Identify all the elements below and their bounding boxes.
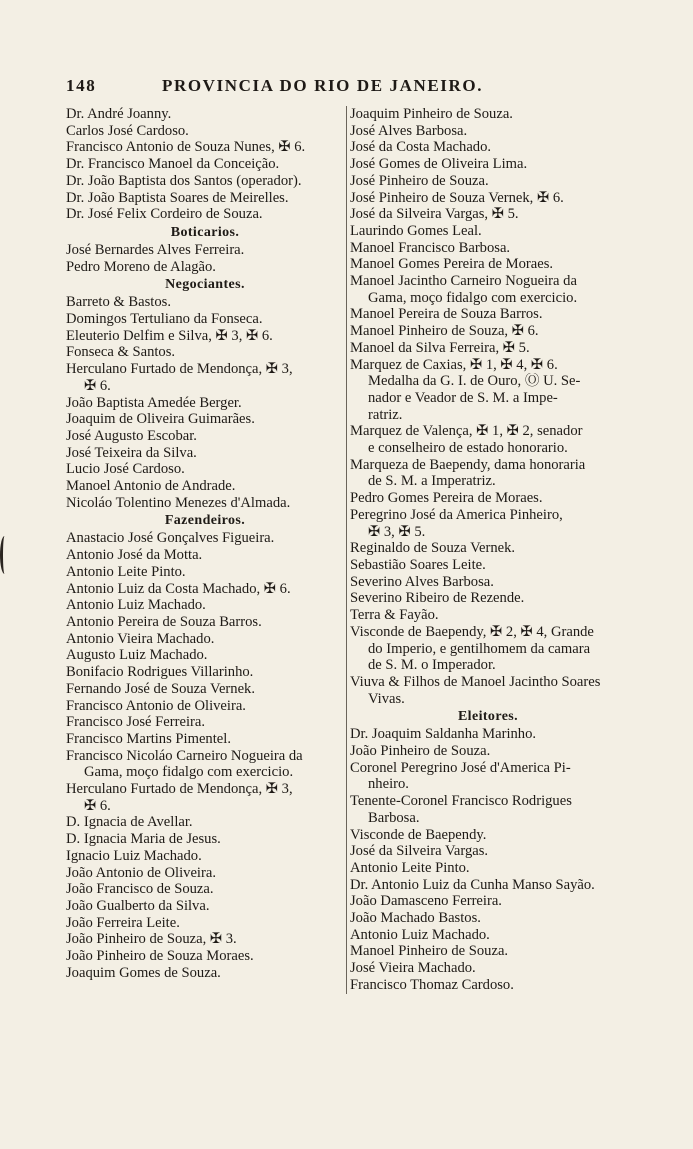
list-entry: Manoel Antonio de Andrade. — [66, 478, 236, 495]
list-entry: Antonio Luiz Machado. — [350, 926, 490, 943]
list-entry: Joaquim Pinheiro de Souza. — [350, 106, 513, 122]
list-entry: Laurindo Gomes Leal. — [350, 222, 482, 239]
list-entry: nador e Veador de S. M. a Impe- — [368, 389, 558, 406]
list-entry: Nicoláo Tolentino Menezes d'Almada. — [66, 494, 291, 511]
list-entry: Joaquim de Oliveira Guimarães. — [66, 411, 255, 428]
list-entry: José Pinheiro de Souza. — [350, 172, 489, 189]
list-entry: Tenente-Coronel Francisco Rodrigues — [350, 793, 572, 810]
list-entry: ratriz. — [368, 406, 403, 423]
left-top-list — [66, 106, 344, 223]
list-entry: Francisco José Ferreira. — [66, 714, 205, 731]
list-entry: Manoel Pinheiro de Souza. — [350, 943, 509, 960]
list-entry: Dr. Antonio Luiz da Cunha Manso Sayão. — [350, 876, 595, 893]
list-entry: Marquez de Valença, ✠ 1, ✠ 2, senador — [350, 423, 583, 440]
list-entry: Vivas. — [368, 690, 405, 707]
list-entry: José Vieira Machado. — [350, 960, 476, 977]
list-entry: ✠ 6. — [84, 797, 111, 814]
list-entry: Viuva & Filhos de Manoel Jacintho Soares — [350, 673, 601, 690]
list-entry: Francisco Martins Pimentel. — [66, 730, 231, 747]
list-entry: José Gomes de Oliveira Lima. — [350, 156, 528, 173]
list-entry: Medalha da G. I. de Ouro, Ⓞ U. Se- — [368, 373, 581, 390]
section-heading-eleitores: Eleitores. — [457, 709, 519, 725]
list-entry: Barreto & Bastos. — [66, 294, 171, 311]
list-entry: Sebastião Soares Leite. — [350, 556, 486, 573]
list-entry: Barbosa. — [368, 809, 420, 826]
list-entry: Manoel Francisco Barbosa. — [350, 239, 511, 256]
list-entry: João Francisco de Souza. — [66, 881, 214, 898]
list-entry: Manoel Pereira de Souza Barros. — [350, 306, 543, 323]
list-entry: José Bernardes Alves Ferreira. — [66, 241, 245, 258]
list-entry: e conselheiro de estado honorario. — [368, 440, 568, 457]
list-entry: Antonio Pereira de Souza Barros. — [66, 613, 262, 630]
list-entry: Antonio José da Motta. — [66, 547, 203, 564]
list-entry: Joaquim Gomes de Souza. — [66, 964, 221, 981]
list-entry: Ignacio Luiz Machado. — [66, 847, 202, 864]
list-entry: Severino Alves Barbosa. — [350, 573, 494, 590]
list-entry: Dr. Joaquim Saldanha Marinho. — [350, 726, 537, 743]
list-entry: de S. M. a Imperatriz. — [368, 473, 496, 490]
negociantes-list — [66, 294, 344, 511]
list-entry: do Imperio, e gentilhomem da camara — [368, 640, 591, 657]
list-entry: Francisco Thomaz Cardoso. — [350, 976, 514, 993]
list-entry: Pedro Gomes Pereira de Moraes. — [350, 490, 543, 507]
section-heading-boticarios: Boticarios. — [170, 224, 240, 240]
list-entry: João Gualberto da Silva. — [66, 897, 210, 914]
list-entry: José da Silveira Vargas. — [350, 843, 489, 860]
list-entry: ✠ 6. — [84, 377, 111, 394]
list-entry: João Ferreira Leite. — [66, 914, 180, 931]
list-entry: Anastacio José Gonçalves Figueira. — [66, 530, 275, 547]
boticarios-list — [66, 242, 344, 275]
right-top-list — [347, 106, 629, 707]
list-entry: Peregrino José da America Pinheiro, — [350, 506, 563, 523]
list-entry: João Pinheiro de Souza Moraes. — [66, 948, 254, 965]
list-entry: Manoel Gomes Pereira de Moraes. — [350, 256, 554, 273]
list-entry: Francisco Antonio de Oliveira. — [66, 697, 246, 714]
list-entry: Terra & Fayão. — [350, 607, 439, 624]
list-entry: Herculano Furtado de Mendonça, ✠ 3, — [66, 361, 293, 378]
list-entry: Visconde de Baependy. — [350, 826, 487, 843]
list-entry: Lucio José Cardoso. — [66, 461, 185, 478]
list-entry: Dr. João Baptista dos Santos (operador). — [66, 172, 302, 189]
list-entry: Marquez de Caxias, ✠ 1, ✠ 4, ✠ 6. — [350, 356, 558, 373]
list-entry: Reginaldo de Souza Vernek. — [350, 540, 516, 557]
list-entry: João Damasceno Ferreira. — [350, 893, 502, 910]
list-entry: Dr. José Felix Cordeiro de Souza. — [66, 206, 263, 223]
list-entry: D. Ignacia de Avellar. — [66, 814, 193, 831]
list-entry: Antonio Leite Pinto. — [350, 859, 470, 876]
list-entry: Manoel da Silva Ferreira, ✠ 5. — [350, 339, 530, 356]
list-entry: José Pinheiro de Souza Vernek, ✠ 6. — [350, 189, 564, 206]
list-entry: Pedro Moreno de Alagão. — [66, 258, 216, 275]
fazendeiros-list — [66, 530, 344, 981]
list-entry: José da Silveira Vargas, ✠ 5. — [350, 206, 519, 223]
list-entry: Dr. Francisco Manoel da Conceição. — [66, 156, 280, 173]
list-entry: Dr. João Baptista Soares de Meirelles. — [66, 189, 289, 206]
list-entry: Gama, moço fidalgo com exercicio. — [84, 764, 294, 781]
section-heading-negociantes: Negociantes. — [165, 277, 245, 293]
list-entry: Manoel Jacintho Carneiro Nogueira da — [350, 273, 577, 290]
list-entry: José Augusto Escobar. — [66, 427, 197, 444]
list-entry: D. Ignacia Maria de Jesus. — [66, 831, 221, 848]
list-entry: Bonifacio Rodrigues Villarinho. — [66, 664, 254, 681]
right-column — [346, 106, 629, 994]
list-entry: Marqueza de Baependy, dama honoraria — [350, 456, 586, 473]
section-heading-fazendeiros: Fazendeiros. — [164, 513, 246, 529]
list-entry: João Pinheiro de Souza, ✠ 3. — [66, 931, 237, 948]
list-entry: João Baptista Amedée Berger. — [66, 394, 242, 411]
list-entry: Manoel Pinheiro de Souza, ✠ 6. — [350, 323, 539, 340]
list-entry: Antonio Vieira Machado. — [66, 630, 215, 647]
list-entry: Antonio Luiz Machado. — [66, 597, 206, 614]
list-entry: Coronel Peregrino José d'America Pi- — [350, 759, 571, 776]
list-entry: Gama, moço fidalgo com exercicio. — [368, 289, 578, 306]
list-entry: Fonseca & Santos. — [66, 344, 176, 361]
list-entry: Herculano Furtado de Mendonça, ✠ 3, — [66, 781, 293, 798]
eleitores-list — [347, 726, 629, 993]
list-entry: Eleuterio Delfim e Silva, ✠ 3, ✠ 6. — [66, 327, 273, 344]
list-entry: ✠ 3, ✠ 5. — [368, 523, 426, 540]
list-entry: João Antonio de Oliveira. — [66, 864, 216, 881]
list-entry: Visconde de Baependy, ✠ 2, ✠ 4, Grande — [350, 623, 594, 640]
list-entry: Antonio Luiz da Costa Machado, ✠ 6. — [66, 580, 291, 597]
list-entry: José da Costa Machado. — [350, 139, 492, 156]
list-entry: Francisco Nicoláo Carneiro Nogueira da — [66, 747, 303, 764]
left-column — [66, 106, 344, 981]
list-entry: Carlos José Cardoso. — [66, 122, 189, 139]
list-entry: José Alves Barbosa. — [350, 122, 468, 139]
list-entry: Fernando José de Souza Vernek. — [66, 680, 255, 697]
list-entry: José Teixeira da Silva. — [66, 444, 197, 461]
margin-mark — [0, 536, 9, 574]
list-entry: Francisco Antonio de Souza Nunes, ✠ 6. — [66, 139, 306, 156]
list-entry: de S. M. o Imperador. — [368, 657, 496, 674]
list-entry: Augusto Luiz Machado. — [66, 647, 208, 664]
list-entry: Antonio Leite Pinto. — [66, 563, 186, 580]
list-entry: Severino Ribeiro de Rezende. — [350, 590, 525, 607]
list-entry: nheiro. — [368, 776, 409, 793]
list-entry: João Pinheiro de Souza. — [350, 743, 491, 760]
list-entry: João Machado Bastos. — [350, 910, 481, 927]
list-entry: Dr. André Joanny. — [66, 106, 172, 122]
list-entry: Domingos Tertuliano da Fonseca. — [66, 311, 263, 328]
page-title: PROVINCIA DO RIO DE JANEIRO. — [162, 76, 484, 95]
page-number: 148 — [66, 76, 97, 95]
